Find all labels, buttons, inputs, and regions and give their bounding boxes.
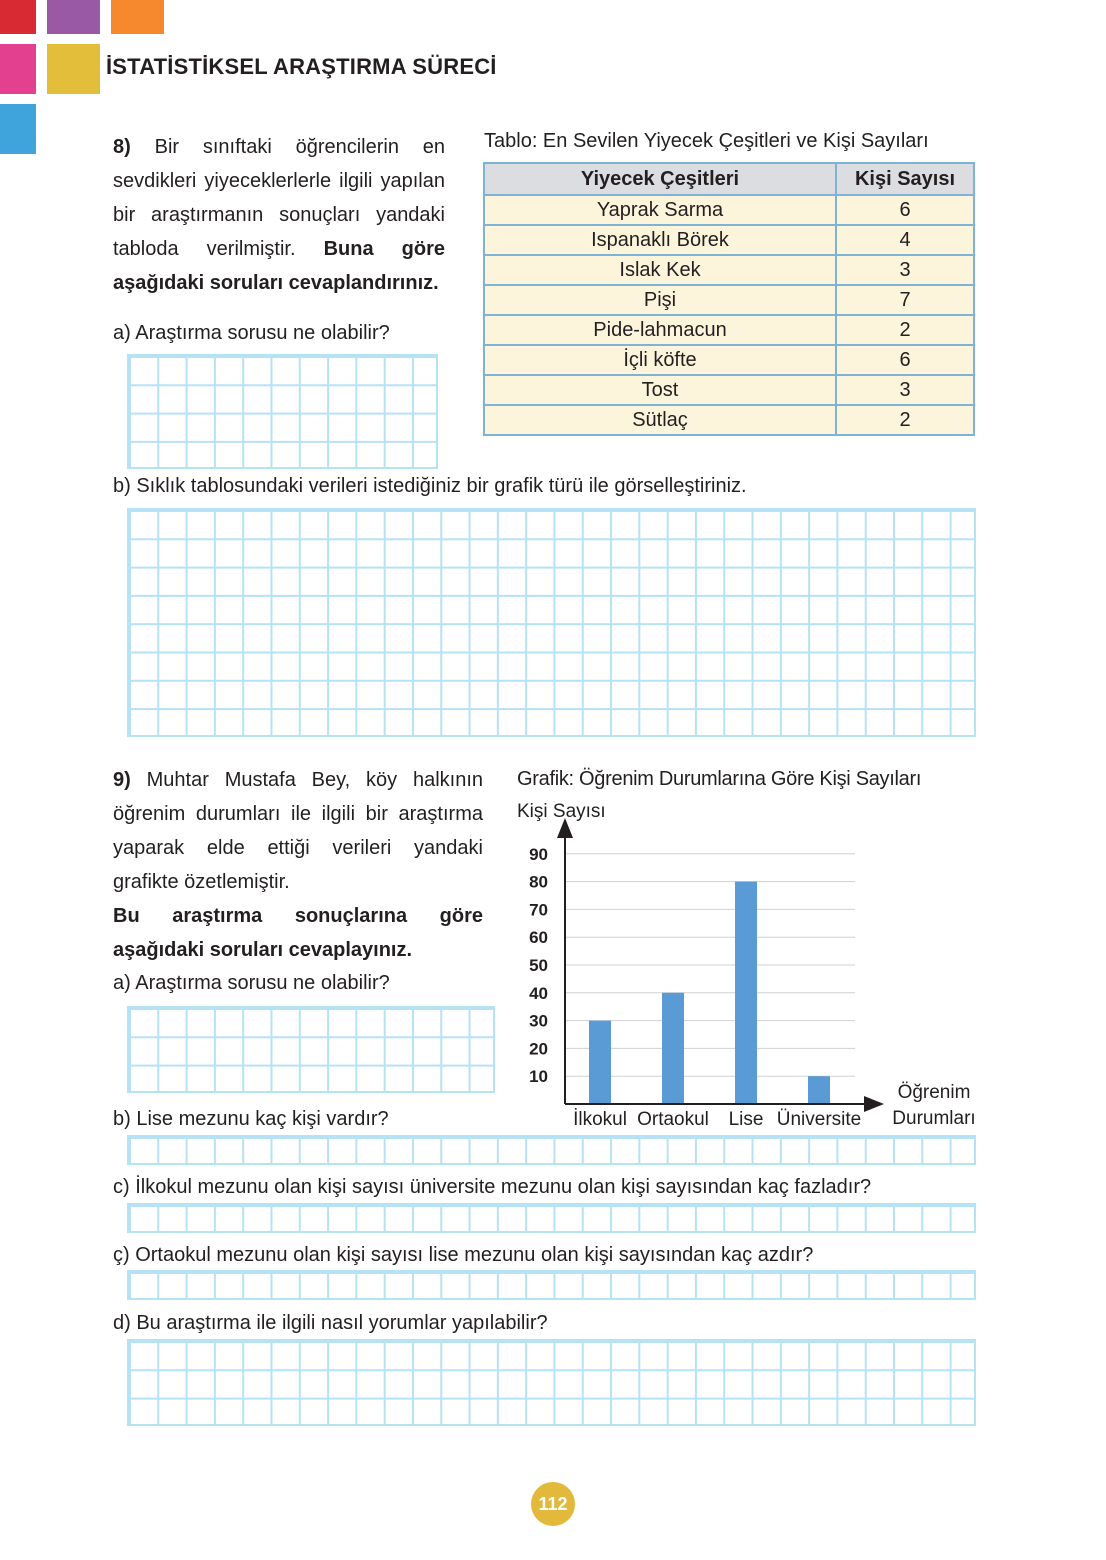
q9-text: [113, 763, 483, 967]
q9-c-label: c) İlkokul mezunu olan kişi sayısı üniversite mezunu olan kişi sayısından kaç fazladır?: [113, 1176, 872, 1198]
y-tick-label: 60: [529, 928, 548, 948]
table-row: [484, 315, 974, 345]
q8-number: 8): [113, 136, 131, 158]
table-caption: Tablo: En Sevilen Yiyecek Çeşitleri ve Kişi Sayıları: [484, 130, 929, 152]
deco-square-orange: [111, 0, 164, 34]
q8-instruction: Buna göre aşağıdaki soruları cevaplandırınız.: [113, 238, 445, 294]
x-axis-title-line2: Durumları: [892, 1108, 976, 1129]
table-cell: 6: [836, 195, 974, 225]
table-cell: Sütlaç: [484, 405, 836, 435]
table-row: [484, 285, 974, 315]
q8-a-label: a) Araştırma sorusu ne olabilir?: [113, 322, 390, 344]
q9-c2-label: ç) Ortaokul mezunu olan kişi sayısı lise mezunu olan kişi sayısından kaç azdır?: [113, 1244, 814, 1266]
table-cell: 7: [836, 285, 974, 315]
q9-b-label: b) Lise mezunu kaç kişi vardır?: [113, 1108, 389, 1130]
y-tick-label: 70: [529, 900, 548, 920]
y-tick-label: 40: [529, 983, 548, 1003]
q8-description: Bir sınıftaki öğrencilerin en sevdikleri yiyeceklerlerle ilgili yapılan bir araştırmanın sonuçları yandaki tabloda verilmiştir.: [113, 136, 445, 260]
table-header-row: [484, 163, 974, 195]
table-row: [484, 375, 974, 405]
page-number: 112: [531, 1482, 575, 1526]
y-tick-label: 50: [529, 956, 548, 975]
table-row: [484, 195, 974, 225]
q9-number: 9): [113, 769, 131, 791]
bar-chart: [500, 820, 1060, 1150]
q9-d-label: d) Bu araştırma ile ilgili nasıl yorumlar yapılabilir?: [113, 1312, 548, 1334]
x-tick-label: Lise: [728, 1109, 764, 1130]
table-row: [484, 225, 974, 255]
table-header-cell: Yiyecek Çeşitleri: [484, 163, 836, 195]
x-tick-label: İlkokul: [573, 1109, 627, 1130]
chart-ylabel: Kişi Sayısı: [517, 801, 606, 822]
table-row: [484, 345, 974, 375]
table-cell: 3: [836, 375, 974, 405]
table-header-cell: Kişi Sayısı: [836, 163, 974, 195]
x-axis-title-line1: Öğrenim: [897, 1082, 971, 1103]
bar-3: [735, 882, 757, 1104]
bar-2: [662, 993, 684, 1104]
table-cell: Tost: [484, 375, 836, 405]
x-tick-label: Üniversite: [776, 1109, 862, 1130]
table-cell: Ispanaklı Börek: [484, 225, 836, 255]
y-tick-label: 90: [529, 844, 548, 864]
y-tick-label: 20: [529, 1039, 548, 1059]
q8-b-answer-grid[interactable]: [127, 508, 976, 737]
y-tick-label: 10: [529, 1067, 548, 1087]
food-table: [483, 162, 975, 436]
q8-text: [113, 130, 445, 300]
table-cell: Pişi: [484, 285, 836, 315]
q9-a-label: a) Araştırma sorusu ne olabilir?: [113, 972, 390, 994]
deco-square-blue: [0, 104, 36, 154]
deco-square-pink: [0, 44, 36, 94]
deco-square-red: [0, 0, 36, 34]
q8-b-label: b) Sıklık tablosundaki verileri istediğiniz bir grafik türü ile görselleştiriniz.: [113, 475, 747, 497]
q9-c2-answer-grid[interactable]: [127, 1270, 976, 1300]
y-tick-label: 30: [529, 1011, 548, 1031]
q8-a-answer-grid[interactable]: [127, 354, 438, 469]
x-tick-label: Ortaokul: [637, 1109, 709, 1130]
table-row: [484, 405, 974, 435]
deco-square-purple: [47, 0, 100, 34]
deco-square-yellow: [47, 44, 100, 94]
table-cell: 3: [836, 255, 974, 285]
q9-d-answer-grid[interactable]: [127, 1339, 976, 1426]
table-cell: 4: [836, 225, 974, 255]
page-title: İSTATİSTİKSEL ARAŞTIRMA SÜRECİ: [106, 54, 497, 79]
table-cell: Pide-lahmacun: [484, 315, 836, 345]
table-cell: 2: [836, 315, 974, 345]
table-cell: 2: [836, 405, 974, 435]
q9-instruction: Bu araştırma sonuçlarına göre aşağıdaki soruları cevaplayınız.: [113, 905, 483, 961]
q9-c-answer-grid[interactable]: [127, 1203, 976, 1233]
bar-1: [589, 1021, 611, 1104]
table-cell: Yaprak Sarma: [484, 195, 836, 225]
q9-a-answer-grid[interactable]: [127, 1006, 495, 1093]
q9-description: Muhtar Mustafa Bey, köy halkının öğrenim durumları ile ilgili bir araştırma yaparak elde ettiği verileri yandaki grafikte özetlemiştir.: [113, 769, 483, 893]
table-cell: İçli köfte: [484, 345, 836, 375]
bar-4: [808, 1076, 830, 1104]
table-row: [484, 255, 974, 285]
table-cell: 6: [836, 345, 974, 375]
table-cell: Islak Kek: [484, 255, 836, 285]
chart-title: Grafik: Öğrenim Durumlarına Göre Kişi Sayıları: [517, 768, 922, 790]
y-tick-label: 80: [529, 872, 548, 892]
